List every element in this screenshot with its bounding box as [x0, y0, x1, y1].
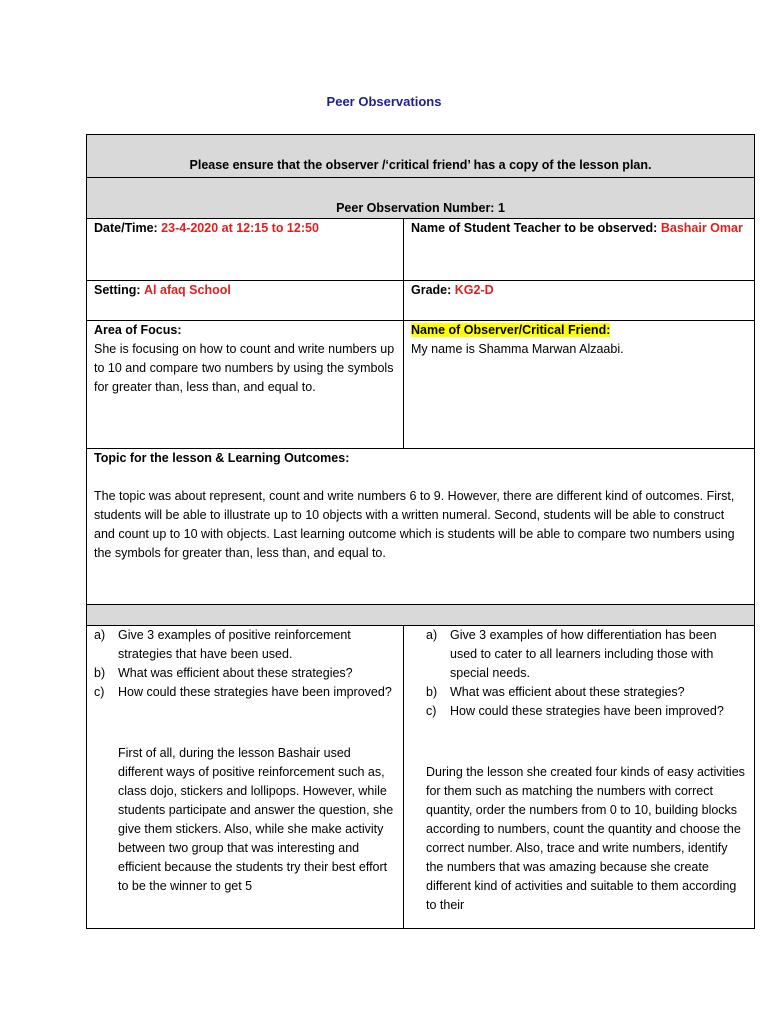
reinforcement-questions: [94, 626, 396, 702]
list-item: b) What was efficient about these strategies?: [94, 666, 353, 680]
section-divider: [87, 605, 755, 626]
date-time-cell: [87, 219, 404, 281]
differentiation-answer: During the lesson she created four kinds of easy activities for them such as matching the numbers with correct quantity, order the numbers from 0 to 10, building blocks according to numbers, count the quantity and choose the correct number. Also, trace and write numbers, identify the numbers that was amazing because she create different kind of activities and suitable to them according to their: [426, 765, 745, 912]
list-item: b) What was efficient about these strategies?: [426, 685, 685, 699]
date-time-value: 23-4-2020 at 12:15 to 12:50: [161, 221, 319, 235]
differentiation-cell: [404, 626, 755, 929]
differentiation-questions: [426, 626, 747, 721]
reinforcement-cell: [87, 626, 404, 929]
setting-value: Al afaq School: [144, 283, 231, 297]
observation-form: [86, 134, 755, 929]
student-teacher-cell: [404, 219, 755, 281]
area-of-focus-text: She is focusing on how to count and write numbers up to 10 and compare two numbers by using the symbols for greater than, less than, and equal to.: [94, 342, 395, 394]
date-time-label: Date/Time:: [94, 221, 158, 235]
topic-text: The topic was about represent, count and write numbers 6 to 9. However, there are different kind of outcomes. First, students will be able to illustrate up to 10 objects with a written numeral. Second, students will be able to construct and count up to 10 with objects. Last learning outcome which is students will be able to compare two numbers using the symbols for greater than, less than, and equal to.: [94, 489, 735, 560]
page-title: Peer Observations: [326, 94, 442, 109]
setting-label: Setting:: [94, 283, 141, 297]
observer-label: Name of Observer/Critical Friend:: [411, 323, 611, 337]
grade-value: KG2-D: [454, 283, 494, 297]
reinforcement-answer: First of all, during the lesson Bashair used different ways of positive reinforcement such as, class dojo, stickers and lollipops. However, while students participate and answer the question, she give them stickers. Also, while she make activity between two group that was interesting and efficient because the students try their best effort to be the winner to get 5: [118, 746, 394, 893]
list-item: a) Give 3 examples of how differentiation has been used to cater to all learners including those with special needs.: [426, 628, 717, 680]
grade-cell: [404, 281, 755, 321]
topic-label: Topic for the lesson & Learning Outcomes:: [94, 451, 350, 465]
observer-text: My name is Shamma Marwan Alzaabi.: [411, 342, 624, 356]
student-teacher-value: Bashair Omar: [660, 221, 743, 235]
observer-cell: [404, 321, 755, 449]
setting-cell: [87, 281, 404, 321]
list-item: c) How could these strategies have been improved?: [94, 685, 392, 699]
student-teacher-label: Name of Student Teacher to be observed:: [411, 221, 658, 235]
lesson-plan-notice: Please ensure that the observer /‘critical friend’ has a copy of the lesson plan.: [87, 135, 755, 178]
observation-number: Peer Observation Number: 1: [87, 178, 755, 219]
grade-label: Grade:: [411, 283, 452, 297]
list-item: c) How could these strategies have been improved?: [426, 704, 724, 718]
list-item: a) Give 3 examples of positive reinforcement strategies that have been used.: [94, 628, 351, 661]
topic-cell: [87, 449, 755, 605]
area-of-focus-label: Area of Focus:: [94, 323, 182, 337]
area-of-focus-cell: [87, 321, 404, 449]
